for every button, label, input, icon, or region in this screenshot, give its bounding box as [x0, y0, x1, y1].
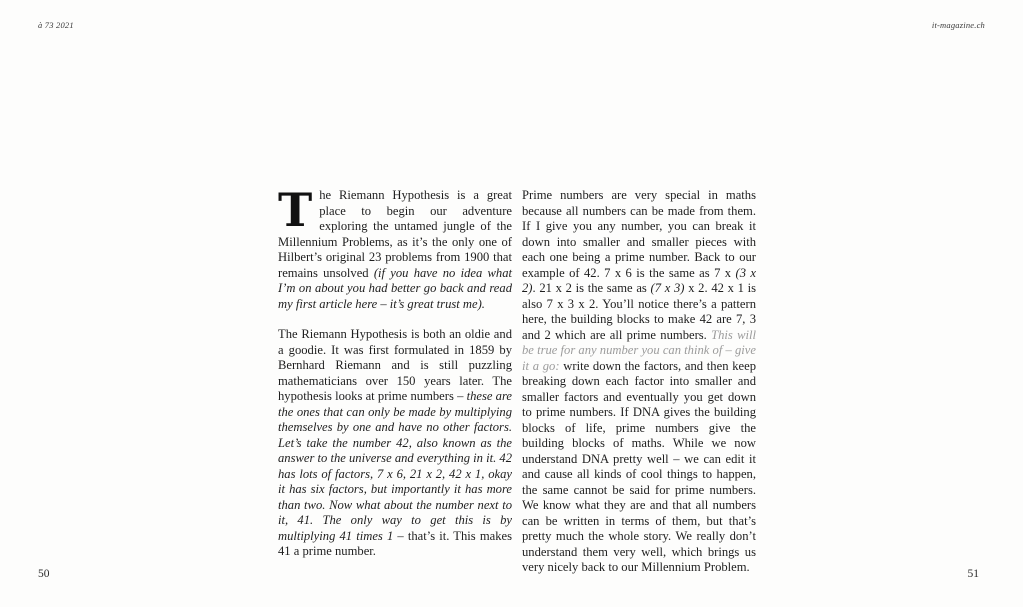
left-column [278, 183, 512, 576]
page-number-right: 51 [967, 568, 979, 580]
right-column [522, 188, 756, 576]
text-run: these are the ones that can only be made by multiplying themselves by one and have no other factors. Let’s take the number 42, also known as the answer to the universe and everything in it. 42 has lots of factors, 7 x 6, 21 x 2, 42 x 1, okay it has six factors, but importantly it has more than two. Now what about the number next to it, 41. The only way to get this is by multiplying 41 times 1 [278, 389, 512, 543]
text-run: (7 x 3) [650, 281, 685, 295]
text-run: – that’s it. This makes 41 a prime number. [278, 528, 512, 558]
text-run: (if you have no idea what I’m on about you had better go back and read my first article here – it’s great trust me). [278, 265, 512, 311]
text-run: write down the factors, and then keep breaking down each factor into smaller and smaller factors and eventually you get down to prime numbers. If DNA gives the building blocks of life, prime numbers give the building blocks of maths. While we now understand DNA pretty well – we can edit it and cause all kinds of cool things to happen, the same cannot be said for prime numbers. We know what they are and that all numbers can be written in terms of them, but that’s pretty much the whole story. We really don’t understand them very well, which brings us very nicely back to our Millennium Problem. [522, 358, 756, 574]
paragraph [278, 327, 512, 560]
text-run: . 21 x 2 is the same as [532, 281, 651, 295]
paragraph [522, 188, 756, 576]
paragraph [278, 183, 512, 312]
text-run: The Riemann Hypothesis is both an oldie and a goodie. It was first formulated in 1859 by Bernhard Riemann and is still puzzling mathematicians over 150 years later. The hypothesis looks at prime numbers – [278, 327, 512, 403]
text-run: he Riemann Hypothesis is a great place to begin our adventure exploring the untamed jungle of the Millennium Problems, as it’s the only one of Hilbert’s original 23 problems from 1900 that remains unsolved [278, 188, 512, 280]
drop-cap: T [278, 183, 313, 237]
running-head-issue: à 73 2021 [38, 20, 74, 30]
article-text-block [278, 183, 756, 576]
text-run: Prime numbers are very special in maths because all numbers can be made from them. If I give you any number, you can break it down into smaller and smaller pieces with each one being a prime number. Back to our example of 42. 7 x 6 is the same as 7 x [522, 188, 756, 280]
text-run: (3 x 2) [522, 265, 756, 295]
text-run: This will be true for any number you can think of – give it a go: [522, 327, 756, 373]
page-number-left: 50 [38, 568, 50, 580]
running-head-site: it-magazine.ch [931, 20, 985, 30]
text-run: x 2. 42 x 1 is also 7 x 3 x 2. You’ll notice there’s a pattern here, the building blocks to make 42 are 7, 3 and 2 which are all prime numbers. [522, 281, 756, 342]
